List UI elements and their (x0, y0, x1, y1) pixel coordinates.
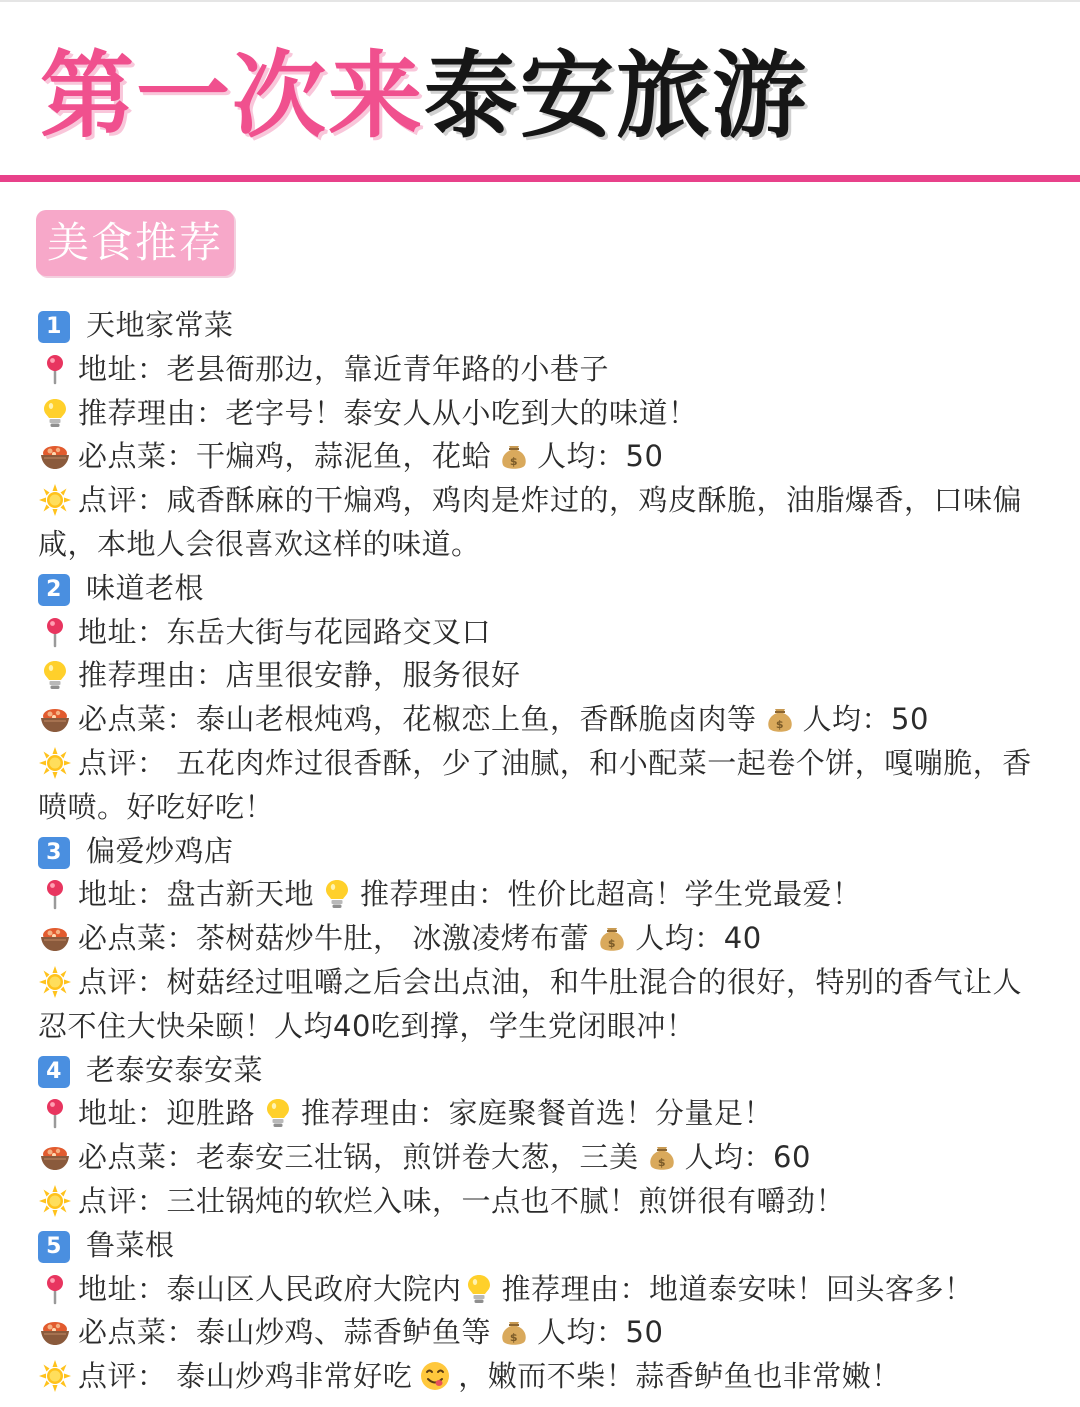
dish-label: 必点菜： (78, 921, 197, 956)
reason-line (38, 392, 1048, 436)
number-badge: 4 (38, 1056, 70, 1088)
lightbulb-icon (38, 659, 72, 691)
review-text: 树菇经过咀嚼之后会出点油，和牛肚混合的很好，特别的香气让人忍不住大快朵颐！人均40吃到撑，学生党闭眼冲！ (38, 964, 1023, 1043)
address-reason-line (38, 1268, 1048, 1312)
money-bag-icon (497, 440, 531, 472)
dish-text: 茶树菇炒牛肚， 冰激凌烤布蕾 (196, 921, 590, 956)
pin-icon (38, 1097, 72, 1129)
dish-line (38, 1311, 1048, 1355)
review-text: 五花肉炸过很香酥，少了油腻，和小配菜一起卷个饼，嘎嘣脆，香喷喷。好吃好吃！ (38, 745, 1032, 824)
address-label: 地址： (78, 877, 167, 912)
review-text: 咸香酥麻的干煸鸡，鸡肉是炸过的，鸡皮酥脆，油脂爆香，口味偏咸，本地人会很喜欢这样的味道。 (38, 483, 1023, 561)
dish-text: 泰山炒鸡、蒜香鲈鱼等 (196, 1315, 492, 1350)
address-label: 地址： (78, 1271, 167, 1306)
dish-label: 必点菜： (78, 1315, 197, 1350)
number-badge: 5 (38, 1231, 70, 1263)
per-person-label: 人均： (802, 702, 892, 737)
food-bowl-icon (38, 440, 72, 472)
per-person-label: 人均： (537, 439, 626, 474)
money-bag-icon (497, 1316, 531, 1348)
sun-icon (38, 484, 72, 516)
restaurant-name-line (38, 830, 1048, 874)
reason-label: 推荐理由： (78, 395, 226, 430)
review-text-b: ，嫩而不柴！蒜香鲈鱼也非常嫩！ (458, 1359, 901, 1394)
food-bowl-icon (38, 703, 72, 735)
review-line (38, 479, 1048, 567)
restaurant-card (38, 830, 1048, 1049)
review-text-a: 泰山炒鸡非常好吃 (166, 1359, 413, 1394)
reason-label: 推荐理由： (501, 1271, 650, 1306)
dish-line (38, 698, 1048, 742)
lightbulb-icon (462, 1273, 496, 1305)
address-line (38, 611, 1048, 655)
money-bag-icon (763, 703, 797, 735)
review-line (38, 1355, 1048, 1399)
pin-icon (38, 1273, 72, 1305)
restaurant-name: 味道老根 (86, 570, 205, 605)
reason-text: 老字号！泰安人从小吃到大的味道！ (225, 395, 698, 430)
per-person-value: 50 (625, 1315, 664, 1350)
pin-icon (38, 353, 72, 385)
pin-icon (38, 616, 72, 648)
restaurant-name-line (38, 567, 1048, 611)
sun-icon (38, 747, 72, 779)
reason-label: 推荐理由： (360, 877, 508, 912)
header (0, 0, 1080, 180)
dish-label: 必点菜： (78, 1140, 197, 1175)
restaurant-list (38, 304, 1048, 1399)
address-line (38, 348, 1048, 392)
section-tag-label: 美食推荐 (46, 218, 223, 267)
restaurant-name-line (38, 1049, 1048, 1093)
restaurant-name: 老泰安泰安菜 (86, 1052, 264, 1087)
money-bag-icon (595, 922, 629, 954)
address-text: 迎胜路 (166, 1096, 256, 1131)
review-label: 点评： (78, 1183, 167, 1218)
sun-icon (38, 1185, 72, 1217)
review-text: 三壮锅炖的软烂入味，一点也不腻！煎饼很有嚼劲！ (166, 1183, 846, 1218)
reason-label: 推荐理由： (301, 1096, 449, 1131)
review-line (38, 1180, 1048, 1224)
review-label: 点评： (78, 483, 167, 518)
per-person-label: 人均： (684, 1140, 774, 1175)
restaurant-name: 偏爱炒鸡店 (86, 833, 234, 868)
per-person-label: 人均： (537, 1315, 626, 1350)
sun-icon (38, 1360, 72, 1392)
dish-text: 干煸鸡，蒜泥鱼，花蛤 (196, 439, 492, 474)
review-label: 点评： (78, 964, 167, 999)
reason-text: 地道泰安味！回头客多！ (649, 1271, 974, 1306)
title-black: 泰安旅游 (424, 42, 809, 151)
address-reason-line (38, 1092, 1048, 1136)
restaurant-card (38, 567, 1048, 830)
food-bowl-icon (38, 1316, 72, 1348)
reason-line (38, 654, 1048, 698)
number-badge: 1 (38, 311, 70, 343)
review-line (38, 961, 1048, 1049)
title-pink: 第一次来 (40, 42, 425, 151)
per-person-value: 50 (625, 439, 664, 474)
reason-label: 推荐理由： (78, 658, 226, 693)
address-text: 盘古新天地 (166, 877, 315, 912)
address-reason-line (38, 873, 1048, 917)
address-label: 地址： (78, 351, 167, 386)
lightbulb-icon (320, 878, 354, 910)
pin-icon (38, 878, 72, 910)
address-label: 地址： (78, 614, 167, 649)
sun-icon (38, 966, 72, 998)
dish-line (38, 435, 1048, 479)
reason-text: 家庭聚餐首选！分量足！ (448, 1096, 774, 1131)
money-bag-icon (645, 1141, 679, 1173)
lightbulb-icon (261, 1097, 295, 1129)
address-text: 东岳大街与花园路交叉口 (166, 614, 492, 649)
dish-line (38, 917, 1048, 961)
per-person-value: 50 (891, 702, 929, 737)
restaurant-name-line (38, 304, 1048, 348)
restaurant-name: 鲁菜根 (86, 1227, 175, 1262)
yum-face-icon (418, 1360, 452, 1392)
lightbulb-icon (38, 397, 72, 429)
number-badge: 2 (38, 574, 70, 606)
reason-text: 店里很安静，服务很好 (225, 658, 521, 693)
number-badge: 3 (38, 837, 70, 869)
food-bowl-icon (38, 1141, 72, 1173)
dish-label: 必点菜： (78, 439, 197, 474)
section-tag (36, 210, 234, 276)
address-text: 泰山区人民政府大院内 (166, 1271, 462, 1306)
dish-text: 老泰安三壮锅，煎饼卷大葱，三美 (196, 1140, 639, 1175)
review-label: 点评： (78, 1359, 167, 1394)
reason-text: 性价比超高！学生党最爱！ (507, 877, 862, 912)
address-label: 地址： (78, 1096, 167, 1131)
dish-text: 泰山老根炖鸡，花椒恋上鱼，香酥脆卤肉等 (196, 702, 757, 737)
restaurant-card (38, 1224, 1048, 1399)
address-text: 老县衙那边，靠近青年路的小巷子 (166, 351, 610, 386)
per-person-value: 40 (723, 921, 762, 956)
restaurant-card (38, 1049, 1048, 1224)
restaurant-name: 天地家常菜 (86, 308, 234, 342)
restaurant-name-line (38, 1224, 1048, 1268)
header-divider (0, 175, 1080, 182)
dish-line (38, 1136, 1048, 1180)
restaurant-card (38, 304, 1048, 567)
review-label: 点评： (78, 745, 167, 780)
page-title (40, 42, 808, 152)
dish-label: 必点菜： (78, 702, 197, 737)
top-border (0, 0, 1080, 2)
per-person-label: 人均： (635, 921, 724, 956)
food-bowl-icon (38, 922, 72, 954)
review-line (38, 742, 1048, 830)
per-person-value: 60 (773, 1140, 811, 1175)
